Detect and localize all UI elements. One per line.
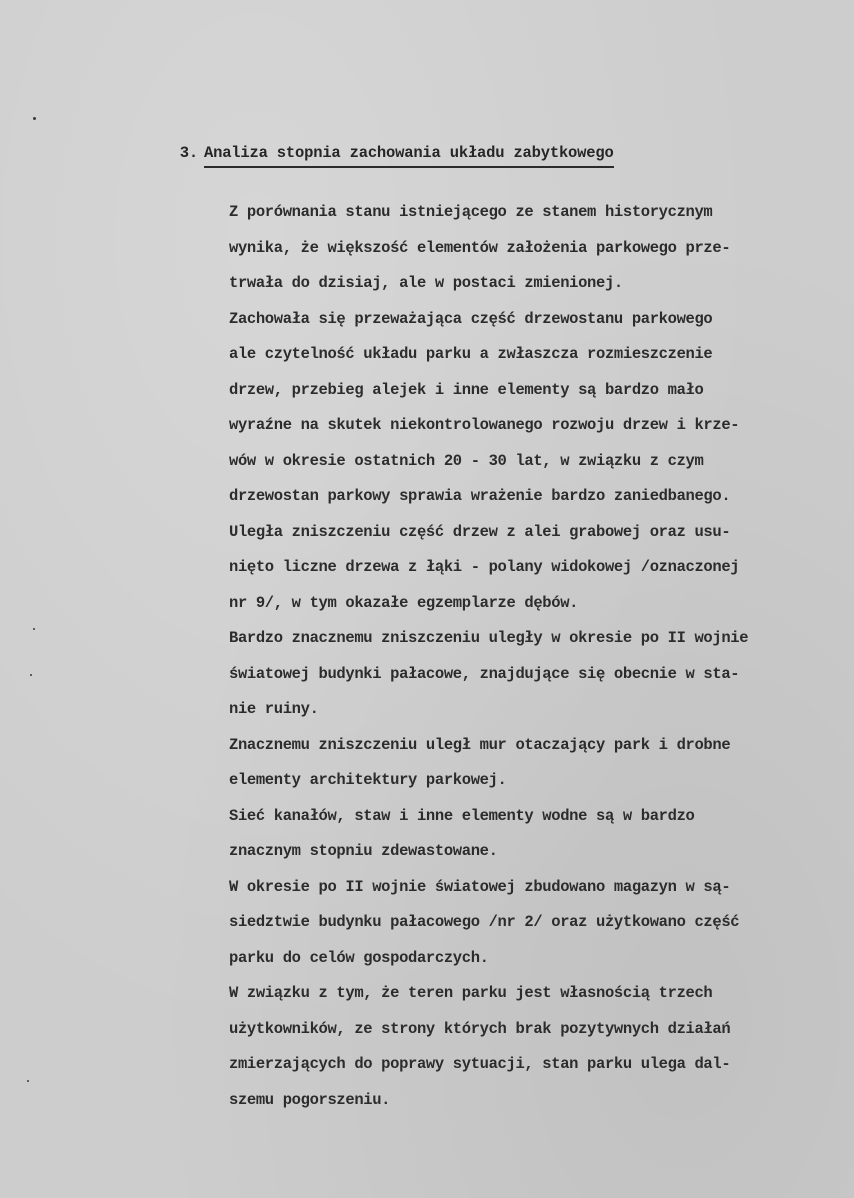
section-number: 3.: [179, 144, 198, 162]
text-line: drzewostan parkowy sprawia wrażenie bardzo zaniedbanego.: [229, 487, 731, 505]
text-line: wyraźne na skutek niekontrolowanego rozwoju drzew i krze-: [229, 416, 740, 434]
binder-hole-mark: [33, 117, 36, 120]
text-line: drzew, przebieg alejek i inne elementy są bardzo mało: [229, 380, 704, 399]
text-line: nr 9/, w tym okazałe egzemplarze dębów.: [229, 593, 579, 612]
text-line: światowej budynki pałacowe, znajdujące się obecnie w sta-: [229, 664, 740, 683]
text-line: wów w okresie ostatnich 20 - 30 lat, w związku z czym: [229, 451, 704, 470]
text-line: Zachowała się przeważająca część drzewostanu parkowego: [229, 309, 713, 328]
text-line: trwała do dzisiaj, ale w postaci zmienionej.: [229, 274, 623, 292]
binder-hole-mark: [30, 674, 32, 676]
text-line: Uległa zniszczeniu część drzew z alei grabowej oraz usu-: [229, 522, 731, 541]
text-line: W związku z tym, że teren parku jest własnością trzech: [229, 984, 713, 1002]
text-line: ale czytelność układu parku a zwłaszcza rozmieszczenie: [229, 345, 713, 363]
text-line: znacznym stopniu zdewastowane.: [229, 842, 498, 860]
binder-hole-mark: [33, 628, 35, 630]
text-line: W okresie po II wojnie światowej zbudowano magazyn w są-: [229, 877, 731, 896]
text-line: parku do celów gospodarczych.: [229, 948, 489, 967]
text-line: elementy architektury parkowej.: [229, 771, 507, 789]
text-line: Z porównania stanu istniejącego ze stanem historycznym: [229, 203, 713, 221]
text-line: siedztwie budynku pałacowego /nr 2/ oraz użytkowano część: [229, 913, 740, 931]
text-line: szemu pogorszeniu.: [229, 1090, 391, 1109]
text-line: wynika, że większość elementów założenia parkowego prze-: [229, 238, 731, 257]
section-title: Analiza stopnia zachowania układu zabytkowego: [204, 144, 614, 168]
text-line: nięto liczne drzewa z łąki - polany widokowej /oznaczonej: [229, 558, 740, 576]
text-line: zmierzających do poprawy sytuacji, stan parku ulega dal-: [229, 1055, 731, 1073]
body-text: [229, 195, 748, 1118]
binder-hole-mark: [27, 1080, 29, 1082]
text-line: Sieć kanałów, staw i inne elementy wodne są w bardzo: [229, 806, 695, 825]
text-line: Znacznemu zniszczeniu uległ mur otaczający park i drobne: [229, 735, 731, 754]
text-line: użytkowników, ze strony których brak pozytywnych działań: [229, 1019, 731, 1038]
text-line: nie ruiny.: [229, 700, 319, 718]
section-heading: [172, 144, 614, 168]
text-line: Bardzo znacznemu zniszczeniu uległy w okresie po II wojnie: [229, 629, 749, 647]
